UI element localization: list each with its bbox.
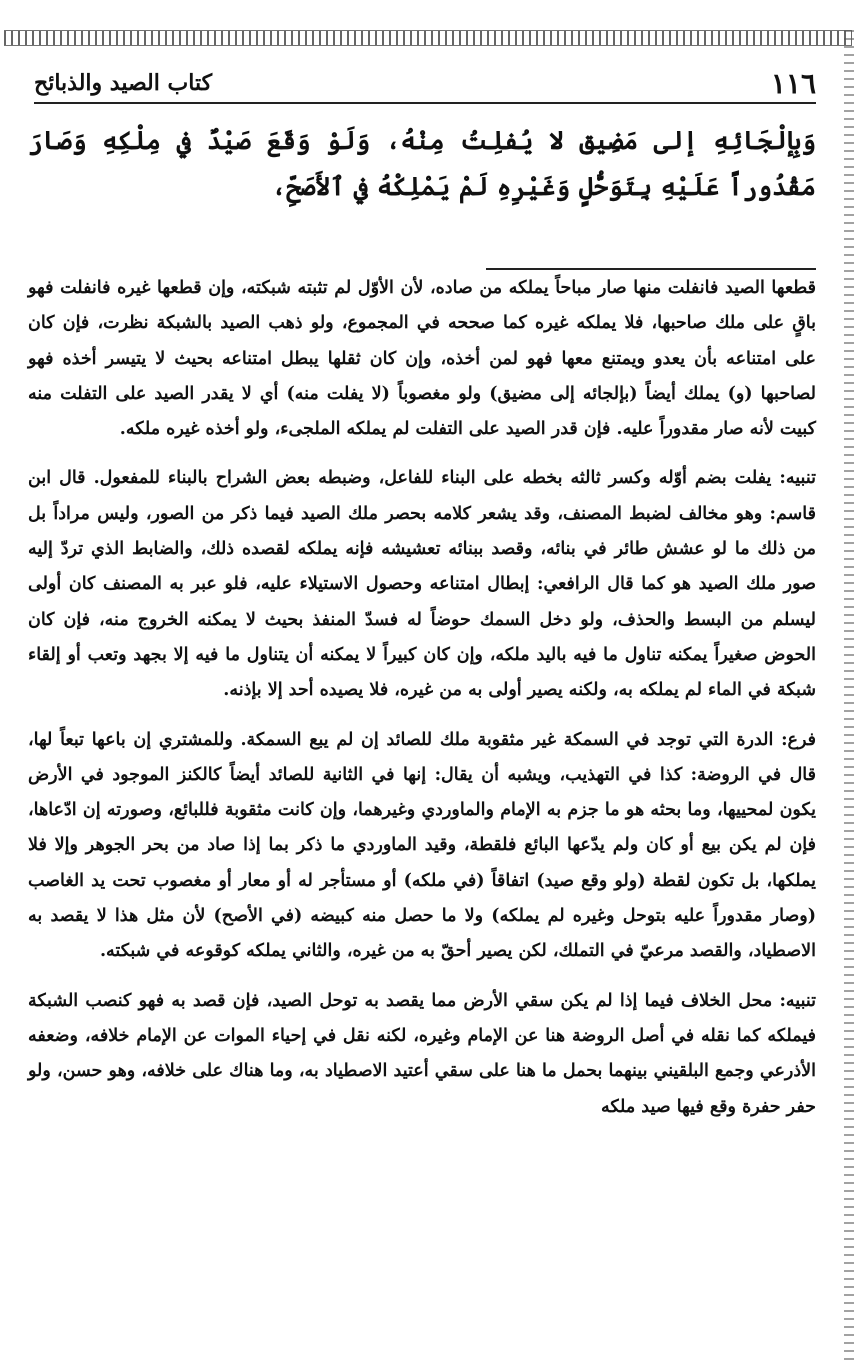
commentary-paragraph: تنبيه: يفلت بضم أوّله وكسر ثالثه بخطه على البناء للفاعل، وضبطه بعض الشراح بالبناء للمفعول. قال ابن قاسم: وهو مخالف لضبط المصنف، وقد يشعر كلامه بحصر ملك الصيد فيما ذكر من الصور، وليس مراداً بل من ذلك ما لو عشش طائر في بنائه، وقصد ببنائه تعشيشه فإنه يملكه لقصده ذلك، والضابط الذي تردّ إليه صور ملك الصيد هو كما قال الرافعي: إبطال امتناعه وحصول الاستيلاء عليه، فلو عبر به المصنف كان أولى ليسلم من البسط والحذف، ولو دخل السمك حوضاً له فسدّ المنفذ بحيث لا يمكنه الخروج منه، فإن كان الحوض صغيراً يمكنه تناول ما فيه باليد ملكه، وإن كان كبيراً لا يمكنه أن يتناول ما فيه إلا بجهد وتعب أو إلقاء شبكة في الماء لم يملكه به، ولكنه يصير أولى به من غيره، فلا يصيده أحد إلا بإذنه. bbox=[28, 468, 817, 701]
commentary-paragraph: تنبيه: محل الخلاف فيما إذا لم يكن سقي الأرض مما يقصد به توحل الصيد، فإن قصد به فهو كنصب الشبكة فيملكه كما نقله في أصل الروضة هنا عن الإمام وغيره، لكنه نقل في إحياء الموات عن الإمام خلافه، وضعفه الأذرعي وجمع البلقيني بينهما بحمل ما هنا على سقي أعتيد الاصطياد به، وما هناك على خلافه، وهو حسن، ولو حفر حفرة وقع فيها صيد ملكه bbox=[28, 990, 816, 1117]
running-title: كتاب الصيد والذبائح bbox=[34, 70, 213, 96]
commentary bbox=[28, 268, 816, 1139]
page-header bbox=[34, 64, 816, 104]
page-number: ١١٦ bbox=[770, 66, 816, 100]
ornamental-border-top bbox=[4, 30, 852, 46]
main-text: وَبِإلْجَائِهِ إلى مَضِيق لا يُفلِتُ مِنْهُ، وَلَوْ وَقَعَ صَيْدٌ في مِلْكِهِ وَصَارَ مَقْدُوراً عَلَيْهِ بِتَوَحُّلٍ وَغَيْرِهِ لَمْ يَمْلِكْهُ في ٱلأَصَحِّ، bbox=[28, 126, 816, 201]
commentary-paragraph: قطعها الصيد فانفلت منها صار مباحاً يملكه من صاده، لأن الأوّل لم تثبته شبكته، وإن قطعها غيره فانفلت فهو باقٍ على ملك صاحبها، فلا يملكه غيره كما صححه في المجموع، ولو ذهب الصيد بالشبكة نظرت، فإن كان على امتناعه بأن يعدو ويمتنع معها فهو لمن أخذه، وإن كان ثقلها يبطل امتناعه بحيث لا يتيسر أخذه فهو لصاحبها (و) يملك أيضاً (بإلجائه إلى مضيق) ولو مغصوباً (لا يفلت منه) أي لا يقدر الصيد على التفلت منه كبيت لأنه صار مقدوراً عليه. فإن قدر الصيد على التفلت لم يملكه الملجىء، ولو أخذه غيره ملكه. bbox=[28, 278, 816, 440]
commentary-paragraph: فرع: الدرة التي توجد في السمكة غير مثقوبة ملك للصائد إن لم يبع السمكة. وللمشتري إن باعها تبعاً لها، قال في الروضة: كذا في التهذيب، ويشبه أن يقال: إنها في الثانية للصائد أيضاً كالكنز الموجود في الأرض يكون لمحييها، وما بحثه هو ما جزم به الإمام والماوردي وغيرهما، وإن كانت مثقوبة فللبائع، وصورته إن ادّعاها، فإن لم يكن بيع أو كان ولم يدّعها البائع فلقطة، وقيد الماوردي ما ذكر بما إذا صاد من بحر الجوهر وإلا فلا يملكها، بل تكون لقطة (ولو وقع صيد) اتفاقاً (في ملكه) أو مستأجر له أو معار أو مغصوب تحت يد الغاصب (وصار مقدوراً عليه بتوحل وغيره لم يملكه) ولا ما حصل منه كبيضه (في الأصح) لأن مثل هذا لا يقصد به الاصطياد، والقصد مرعيّ في التملك، لكن يصير أحقّ به من غيره، والثاني يملكه كوقوعه في شبكته. bbox=[28, 729, 816, 962]
ornamental-border-side bbox=[844, 30, 854, 1364]
